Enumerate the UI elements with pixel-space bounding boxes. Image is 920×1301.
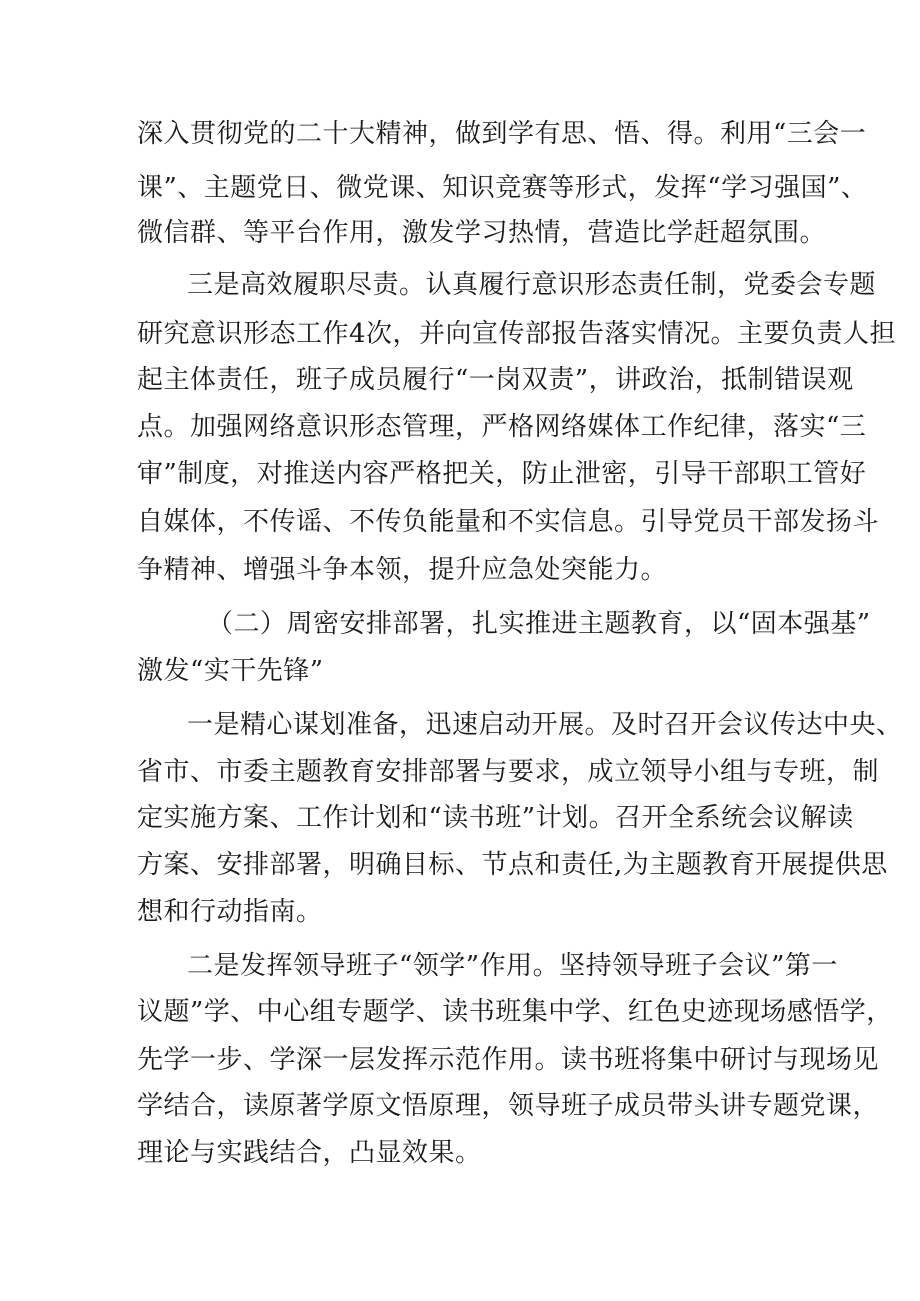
text-line: 起主体责任，班子成员履行“一岗双责”，讲政治，抵制错误观 [137,365,854,395]
text-line: 定实施方案、工作计划和“读书班”计划。召开全系统会议解读 [137,803,854,833]
paragraph-start-line: 三是高效履职尽责。认真履行意识形态责任制，党委会专题 [187,270,877,300]
text-line: 深入贯彻党的二十大精神，做到学有思、悟、得。利用“三会一 [137,119,867,149]
text-line: 自媒体，不传谣、不传负能量和不实信息。引导党员干部发扬斗 [137,507,880,537]
text-line: 方案、安排部署，明确目标、节点和责任,为主题教育开展提供思 [137,850,888,880]
text-line: 争精神、增强斗争本领，提升应急处突能力。 [137,555,668,585]
text-line: 议题”学、中心组专题学、读书班集中学、红色史迹现场感悟学， [137,997,893,1027]
text-line: 审”制度，对推送内容严格把关，防止泄密，引导干部职工管好 [137,459,867,489]
text-line: 想和行动指南。 [137,897,323,927]
text-line: 微信群、等平台作用，激发学习热情，营造比学赶超氛围。 [137,218,827,248]
paragraph-start-line: 一是精心谋划准备，迅速启动开展。及时召开会议传达中央、 [187,710,903,740]
section-heading-line: （二）周密安排部署，扎实推进主题教育，以“固本强基” [207,609,871,639]
section-heading-line: 激发“实干先锋” [137,656,324,686]
text-line: 理论与实践结合，凸显效果。 [137,1138,482,1168]
text-line: 先学一步、学深一层发挥示范作用。读书班将集中研讨与现场见 [137,1045,880,1075]
text-line: 研究意识形态工作4次，并向宣传部报告落实情况。主要负责人担 [137,319,897,349]
text-line: 课”、主题党日、微党课、知识竞赛等形式，发挥“学习强国”、 [137,173,868,203]
text-line: 省市、市委主题教育安排部署与要求，成立领导小组与专班，制 [137,757,880,787]
text-line: 点。加强网络意识形态管理，严格网络媒体工作纪律，落实“三 [137,412,867,442]
text-line: 学结合，读原著学原文悟原理，领导班子成员带头讲专题党课， [137,1091,880,1121]
paragraph-start-line: 二是发挥领导班子“领学”作用。坚持领导班子会议”第一 [187,951,838,981]
